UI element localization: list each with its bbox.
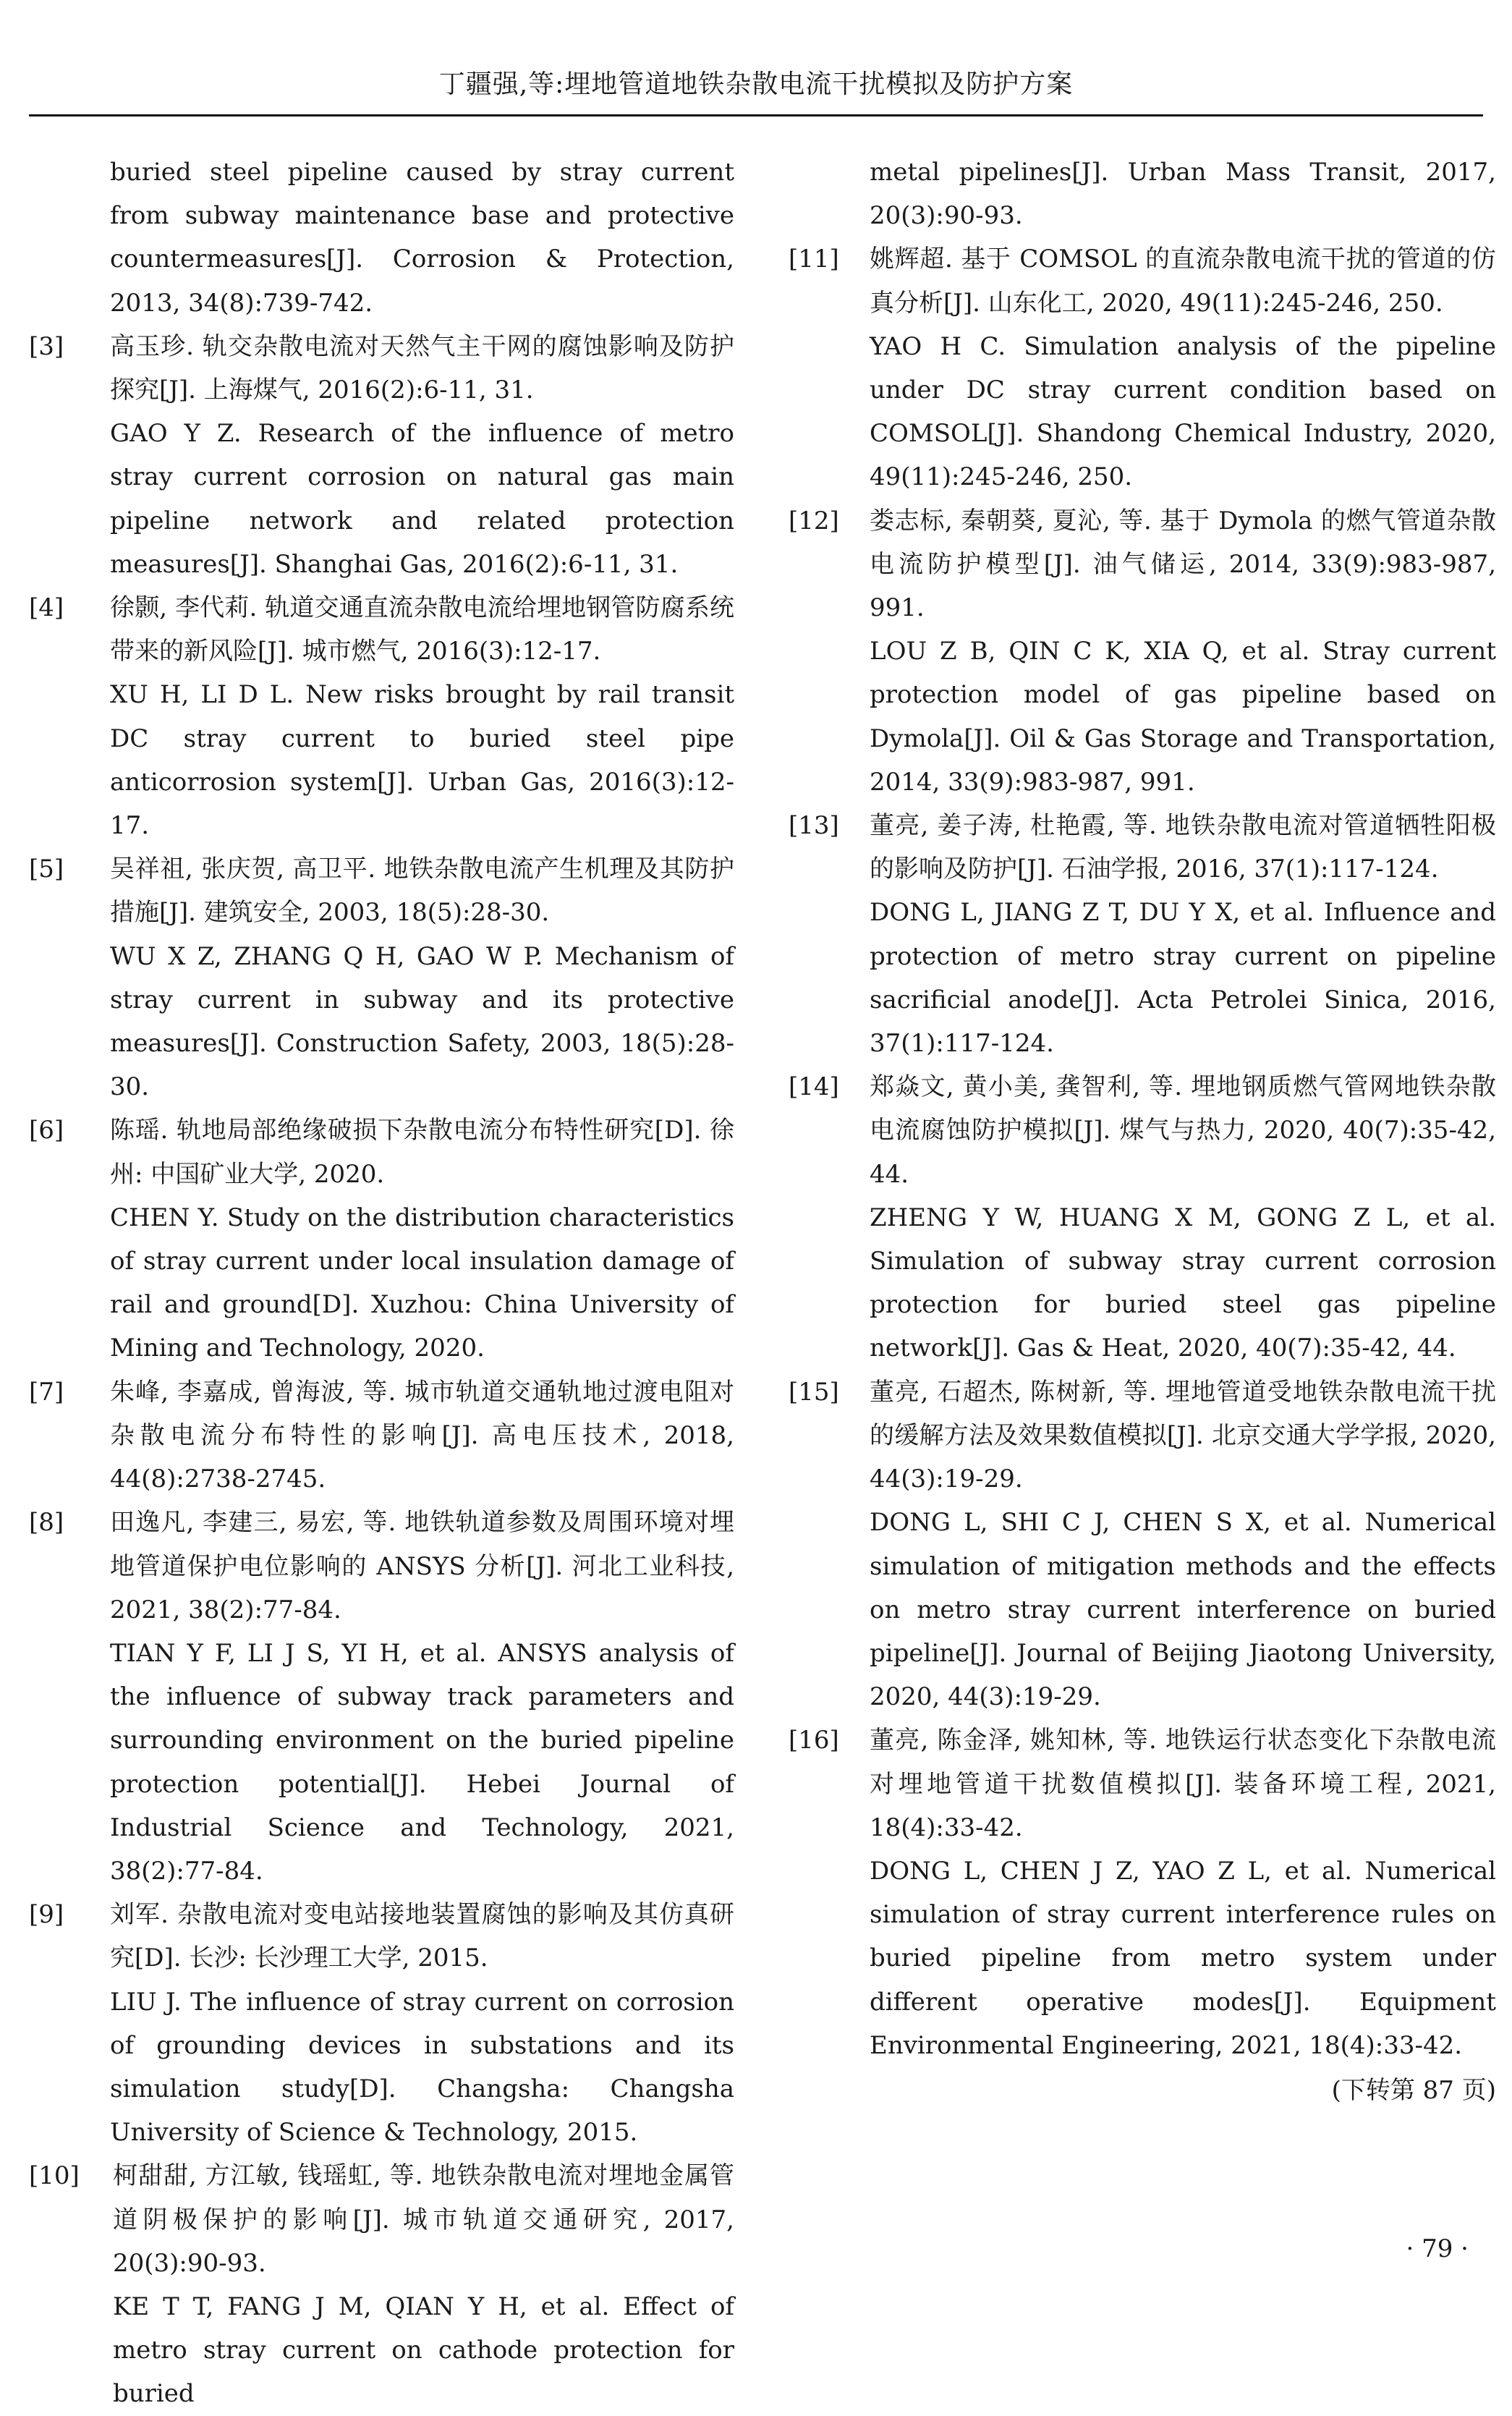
running-title: 丁疆强,等:埋地管道地铁杂散电流干扰模拟及防护方案 (438, 69, 1074, 99)
reference-text-zh: 柯甜甜, 方江敏, 钱瑶虹, 等. 地铁杂散电流对埋地金属管道阴极保护的影响[J]. 城市轨道交通研究, 2017, 20(3):90-93. (113, 2161, 734, 2278)
reference-number: [11] (789, 245, 839, 274)
continued-on-page-note: (下转第 87 页) (1331, 2075, 1496, 2105)
reference-text-zh: 吴祥祖, 张庆贺, 高卫平. 地铁杂散电流产生机理及其防护措施[J]. 建筑安全, 2003, 18(5):28-30. (110, 855, 734, 928)
reference-number: [13] (789, 811, 839, 841)
reference-text-en: WU X Z, ZHANG Q H, GAO W P. Mechanism of stray current in subway and its protective measures[J]. Construction Safety, 2003, 18(5):28-30. (110, 941, 734, 1102)
reference-number: [16] (789, 1726, 839, 1755)
reference-number: [4] (29, 593, 64, 623)
reference-number: [5] (29, 855, 64, 884)
reference-8 (29, 1501, 734, 1893)
page-number: · 79 · (1406, 2234, 1469, 2263)
reference-number: [8] (29, 1508, 64, 1538)
reference-number: [9] (29, 1900, 64, 1930)
reference-4 (29, 586, 734, 847)
left-column (29, 151, 734, 2416)
reference-text-zh: 朱峰, 李嘉成, 曾海波, 等. 城市轨道交通轨地过渡电阻对杂散电流分布特性的影响[J]. 高电压技术, 2018, 44(8):2738-2745. (110, 1377, 734, 1494)
reference-number: [15] (789, 1377, 839, 1407)
reference-number: [3] (29, 331, 64, 361)
reference-10 (29, 2154, 734, 2415)
reference-text-en: CHEN Y. Study on the distribution characteristics of stray current under local insulation damage of rail and ground[D]. Xuzhou: China University of Mining and Technology, 2020. (110, 1203, 734, 1363)
reference-13 (789, 804, 1496, 1065)
reference-number: [14] (789, 1072, 839, 1102)
reference-15 (789, 1370, 1496, 1719)
reference-text-zh: 郑焱文, 黄小美, 龚智利, 等. 埋地钢质燃气管网地铁杂散电流腐蚀防护模拟[J]. 煤气与热力, 2020, 40(7):35-42, 44. (870, 1072, 1496, 1189)
reference-text-en: DONG L, JIANG Z T, DU Y X, et al. Influence and protection of metro stray current on pipeline sacrificial anode[J]. Acta Petrolei Sinica, 2016, 37(1):117-124. (870, 898, 1496, 1059)
reference-text-en: metal pipelines[J]. Urban Mass Transit, 2017, 20(3):90-93. (870, 158, 1496, 231)
reference-text-zh: 娄志标, 秦朝葵, 夏沁, 等. 基于 Dymola 的燃气管道杂散电流防护模型[J]. 油气储运, 2014, 33(9):983-987, 991. (870, 506, 1496, 623)
right-column (789, 151, 1496, 2112)
reference-16 (789, 1718, 1496, 2067)
reference-number: [12] (789, 506, 839, 535)
header-rule (29, 114, 1483, 116)
reference-text-en: XU H, LI D L. New risks brought by rail transit DC stray current to buried steel pipe anticorrosion system[J]. Urban Gas, 2016(3):12-17. (110, 680, 734, 841)
reference-text-en: DONG L, SHI C J, CHEN S X, et al. Numerical simulation of mitigation methods and the effects on metro stray current interference on buried pipeline[J]. Journal of Beijing Jiaotong University, 2020, 44(3):19-29. (870, 1508, 1496, 1712)
reference-text-en: LIU J. The influence of stray current on corrosion of grounding devices in substations and its simulation study[D]. Changsha: Changsha University of Science & Technology, 2015. (110, 1987, 734, 2148)
reference-text-en: LOU Z B, QIN C K, XIA Q, et al. Stray current protection model of gas pipeline based on Dymola[J]. Oil & Gas Storage and Transportation, 2014, 33(9):983-987, 991. (870, 637, 1496, 797)
reference-text-zh: 董亮, 陈金泽, 姚知林, 等. 地铁运行状态变化下杂散电流对埋地管道干扰数值模拟[J]. 装备环境工程, 2021, 18(4):33-42. (870, 1726, 1496, 1842)
reference-14 (789, 1065, 1496, 1370)
reference-number: [10] (29, 2161, 80, 2191)
reference-text-en: GAO Y Z. Research of the influence of metro stray current corrosion on natural gas main pipeline network and related protection measures[J]. Shanghai Gas, 2016(2):6-11, 31. (110, 419, 734, 579)
reference-text-zh: 徐颢, 李代莉. 轨道交通直流杂散电流给埋地钢管防腐系统带来的新风险[J]. 城市燃气, 2016(3):12-17. (110, 593, 734, 666)
reference-12 (789, 499, 1496, 804)
reference-text-en: DONG L, CHEN J Z, YAO Z L, et al. Numerical simulation of stray current interference rules on buried pipeline from metro system under different operative modes[J]. Equipment Environmental Engineering, 2021, 18(4):33-42. (870, 1856, 1496, 2060)
reference-text-en: buried steel pipeline caused by stray current from subway maintenance base and protective countermeasures[J]. Corrosion & Protection, 2013, 34(8):739-742. (110, 158, 734, 318)
reference-11 (789, 237, 1496, 499)
reference-continuation (110, 151, 734, 325)
reference-5 (29, 847, 734, 1109)
reference-text-zh: 姚辉超. 基于 COMSOL 的直流杂散电流干扰的管道的仿真分析[J]. 山东化工, 2020, 49(11):245-246, 250. (870, 245, 1496, 318)
reference-7 (29, 1370, 734, 1501)
reference-text-en: ZHENG Y W, HUANG X M, GONG Z L, et al. Simulation of subway stray current corrosion protection for buried steel gas pipeline network[J]. Gas & Heat, 2020, 40(7):35-42, 44. (870, 1203, 1496, 1363)
reference-text-zh: 田逸凡, 李建三, 易宏, 等. 地铁轨道参数及周围环境对埋地管道保护电位影响的 ANSYS 分析[J]. 河北工业科技, 2021, 38(2):77-84. (110, 1508, 734, 1624)
reference-9 (29, 1893, 734, 2154)
reference-text-zh: 刘军. 杂散电流对变电站接地装置腐蚀的影响及其仿真研究[D]. 长沙: 长沙理工大学, 2015. (110, 1900, 734, 1973)
reference-number: [6] (29, 1116, 64, 1145)
reference-text-zh: 董亮, 石超杰, 陈树新, 等. 埋地管道受地铁杂散电流干扰的缓解方法及效果数值模拟[J]. 北京交通大学学报, 2020, 44(3):19-29. (870, 1377, 1496, 1494)
reference-continuation (870, 151, 1496, 237)
reference-text-zh: 高玉珍. 轨交杂散电流对天然气主干网的腐蚀影响及防护探究[J]. 上海煤气, 2016(2):6-11, 31. (110, 331, 734, 405)
reference-6 (29, 1109, 734, 1370)
reference-text-zh: 董亮, 姜子涛, 杜艳霞, 等. 地铁杂散电流对管道牺牲阳极的影响及防护[J]. 石油学报, 2016, 37(1):117-124. (870, 811, 1496, 884)
reference-number: [7] (29, 1377, 64, 1407)
reference-text-en: KE T T, FANG J M, QIAN Y H, et al. Effect of metro stray current on cathode protection for buried (113, 2292, 734, 2409)
reference-text-en: YAO H C. Simulation analysis of the pipeline under DC stray current condition based on COMSOL[J]. Shandong Chemical Industry, 2020, 49(11):245-246, 250. (870, 331, 1496, 492)
reference-3 (29, 325, 734, 586)
reference-text-zh: 陈瑶. 轨地局部绝缘破损下杂散电流分布特性研究[D]. 徐州: 中国矿业大学, 2020. (110, 1116, 734, 1189)
reference-text-en: TIAN Y F, LI J S, YI H, et al. ANSYS analysis of the influence of subway track parameters and surrounding environment on the buried pipeline protection potential[J]. Hebei Journal of Industrial Science and Technology, 2021, 38(2):77-84. (110, 1638, 734, 1886)
